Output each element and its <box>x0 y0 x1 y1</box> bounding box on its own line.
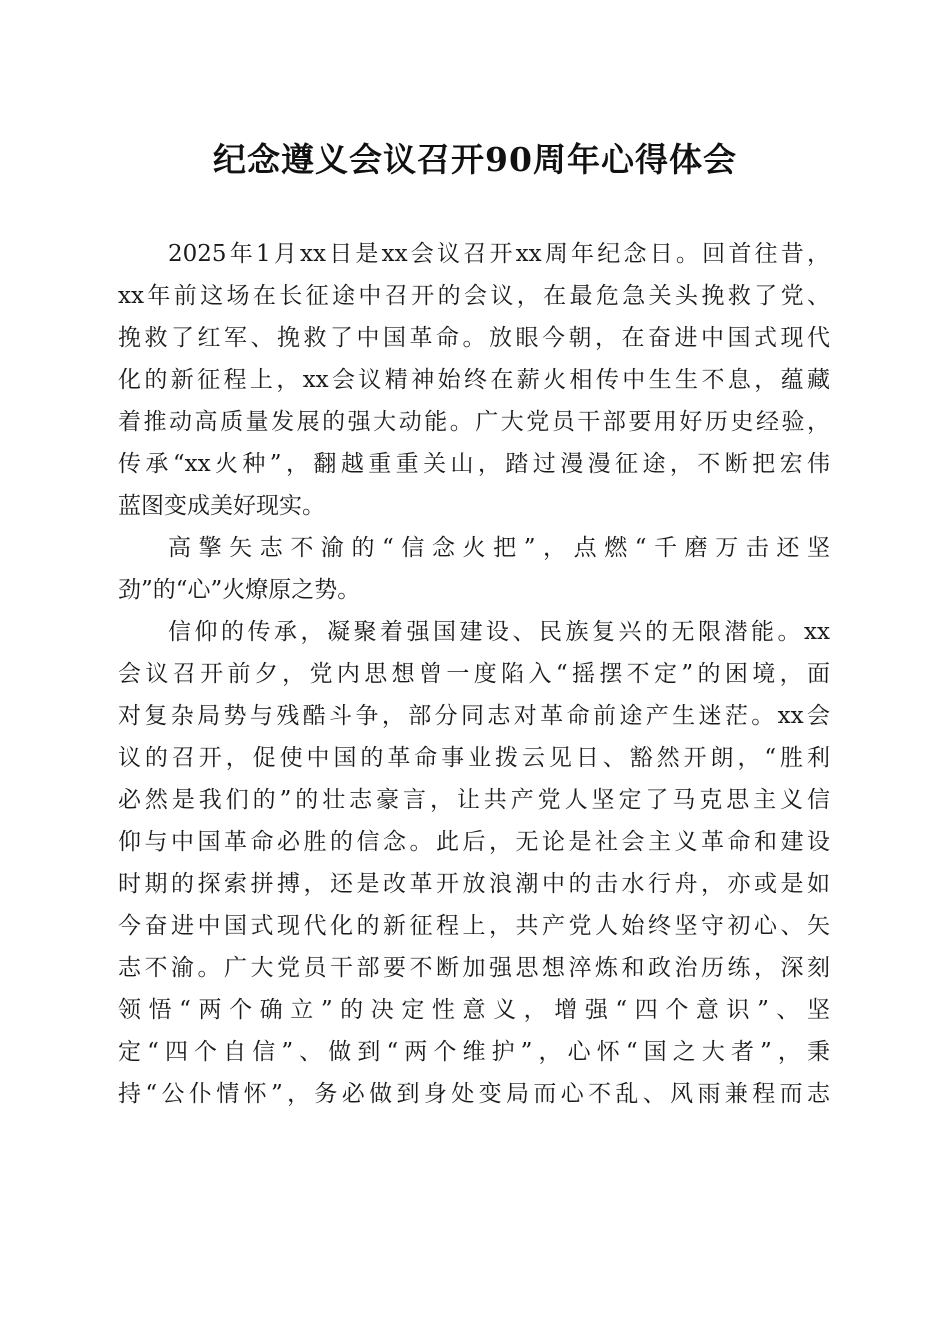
paragraph-line: 信仰的传承，凝聚着强国建设、民族复兴的无限潜能。xx <box>168 619 830 645</box>
paragraph-line: 仰与中国革命必胜的信念。此后，无论是社会主义革命和建设 <box>118 829 830 855</box>
paragraph-line: 定“四个自信”、做到“两个维护”，心怀“国之大者”，秉 <box>118 1039 830 1065</box>
paragraph-line: 议的召开，促使中国的革命事业拨云见日、豁然开朗，“胜利 <box>118 745 830 771</box>
paragraph-line: xx年前这场在长征途中召开的会议，在最危急关头挽救了党、 <box>118 283 830 309</box>
paragraph-line: 持“公仆情怀”，务必做到身处变局而心不乱、风雨兼程而志 <box>118 1081 830 1107</box>
paragraph-line: 挽救了红军、挽救了中国革命。放眼今朝，在奋进中国式现代 <box>118 325 830 351</box>
paragraph-line: 化的新征程上，xx会议精神始终在薪火相传中生生不息，蕴藏 <box>118 367 830 393</box>
paragraph-line: 志不渝。广大党员干部要不断加强思想淬炼和政治历练，深刻 <box>118 955 830 981</box>
paragraph-line: 必然是我们的”的壮志豪言，让共产党人坚定了马克思主义信 <box>118 787 830 813</box>
paragraph-line: 时期的探索拼搏，还是改革开放浪潮中的击水行舟，亦或是如 <box>118 871 830 897</box>
paragraph-line: 传承“xx火种”，翻越重重关山，踏过漫漫征途，不断把宏伟 <box>118 451 830 477</box>
paragraph-line: 着推动高质量发展的强大动能。广大党员干部要用好历史经验， <box>118 409 830 435</box>
document-title: 纪念遵义会议召开90周年心得体会 <box>213 140 737 179</box>
paragraph-line: 领悟“两个确立”的决定性意义，增强“四个意识”、坚 <box>118 997 830 1023</box>
paragraph-line: 2025年1月xx日是xx会议召开xx周年纪念日。回首往昔， <box>168 241 830 267</box>
paragraph-line: 对复杂局势与残酷斗争，部分同志对革命前途产生迷茫。xx会 <box>118 703 830 729</box>
paragraph-3 <box>118 611 830 1115</box>
paragraph-line: 蓝图变成美好现实。 <box>118 493 325 519</box>
paragraph-line: 会议召开前夕，党内思想曾一度陷入“摇摆不定”的困境，面 <box>118 661 830 687</box>
paragraph-2 <box>118 527 830 611</box>
paragraph-line: 今奋进中国式现代化的新征程上，共产党人始终坚守初心、矢 <box>118 913 830 939</box>
paragraph-1 <box>118 233 830 527</box>
paragraph-line: 高擎矢志不渝的“信念火把”，点燃“千磨万击还坚 <box>168 535 830 561</box>
document-body <box>118 233 830 1115</box>
paragraph-line: 劲”的“心”火燎原之势。 <box>118 577 361 603</box>
